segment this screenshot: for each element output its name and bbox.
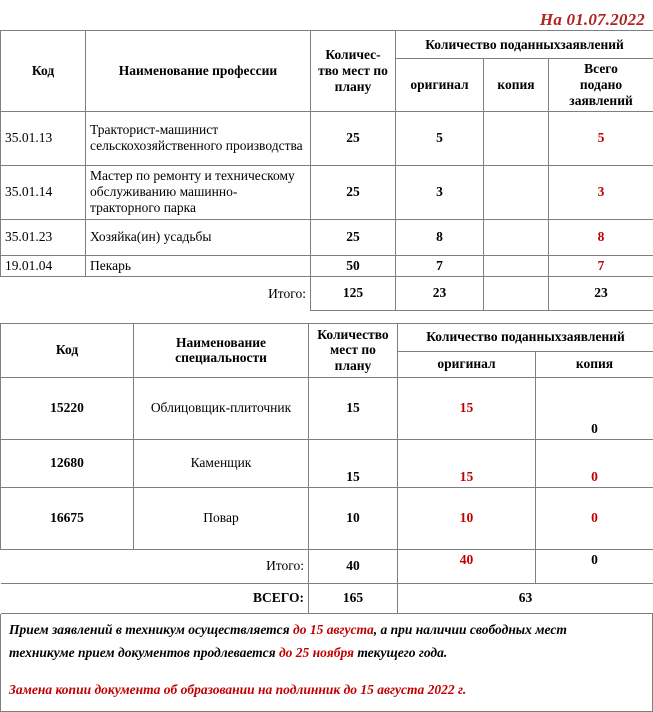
header-places-plan (309, 323, 398, 377)
total-all: 23 (549, 276, 653, 310)
footer-line-2 (9, 643, 644, 664)
professions-table-head (1, 31, 653, 112)
row-copy (484, 219, 549, 255)
header-places-plan-line3: плану (335, 79, 372, 94)
row-name: Облицовщик-плиточник (134, 377, 309, 439)
footer-replacement-note: Замена копии документа об образовании на подлинник до 15 августа 2022 г. (9, 680, 644, 701)
header-places-plan (311, 31, 396, 112)
header-copy: копия (536, 351, 653, 377)
header-original: оригинал (398, 351, 536, 377)
footer-line2-part1: техникуме прием документов продлевается (9, 645, 279, 660)
row-copy (484, 165, 549, 219)
table-separator (0, 311, 653, 323)
row-original: 10 (398, 487, 536, 549)
header-places-plan-line1: Количес- (325, 47, 380, 62)
row-name: Каменщик (134, 439, 309, 487)
row-places: 25 (311, 111, 396, 165)
header-places-plan-line2: тво мест по (318, 63, 388, 78)
row-name: Повар (134, 487, 309, 549)
total-copy: 0 (536, 549, 653, 583)
specialties-header-row-main (1, 323, 653, 351)
total-label: Итого: (1, 549, 309, 583)
grand-total-row (1, 583, 653, 613)
row-original: 15 (398, 377, 536, 439)
header-places-plan-line3: плану (335, 358, 372, 373)
row-copy (484, 255, 549, 276)
table-row (1, 219, 653, 255)
total-original: 23 (396, 276, 484, 310)
header-code: Код (1, 31, 86, 112)
table-row (1, 377, 653, 439)
footer-line-1 (9, 620, 644, 641)
row-total: 3 (549, 165, 653, 219)
header-places-plan-line2: мест по (330, 342, 376, 357)
row-places: 15 (309, 439, 398, 487)
row-places: 25 (311, 165, 396, 219)
row-code: 16675 (1, 487, 134, 549)
row-code: 12680 (1, 439, 134, 487)
professions-header-row-main (1, 31, 653, 59)
grand-total-label: ВСЕГО: (1, 583, 309, 613)
row-code: 35.01.14 (1, 165, 86, 219)
header-total-submitted-line1: Всего (584, 61, 618, 76)
report-date-header (0, 0, 653, 30)
total-copy (484, 276, 549, 310)
header-total-submitted (549, 59, 653, 112)
row-code: 35.01.23 (1, 219, 86, 255)
header-profession-name: Наименование профессии (86, 31, 311, 112)
row-total: 8 (549, 219, 653, 255)
table-row (1, 487, 653, 549)
header-specialty-name (134, 323, 309, 377)
professions-table (0, 30, 653, 311)
footer-line2-deadline: до 25 ноября (279, 645, 354, 660)
header-copy: копия (484, 59, 549, 112)
specialties-table-body (1, 377, 653, 613)
total-original: 40 (398, 549, 536, 583)
footer-line1-part1: Прием заявлений в техникум осуществляется (9, 622, 293, 637)
report-date-label: На 01.07.2022 (540, 11, 645, 30)
table-row (1, 111, 653, 165)
row-copy: 0 (536, 487, 653, 549)
specialties-table-head (1, 323, 653, 377)
specialties-total-row (1, 549, 653, 583)
row-code: 35.01.13 (1, 111, 86, 165)
row-copy: 0 (536, 439, 653, 487)
total-places: 125 (311, 276, 396, 310)
footer-notes (0, 614, 653, 712)
professions-total-row (1, 276, 653, 310)
row-code: 19.01.04 (1, 255, 86, 276)
grand-total-applications: 63 (398, 583, 653, 613)
row-code: 15220 (1, 377, 134, 439)
row-places: 50 (311, 255, 396, 276)
row-name: Хозяйка(ин) усадьбы (86, 219, 311, 255)
total-label: Итого: (1, 276, 311, 310)
row-copy (484, 111, 549, 165)
header-original: оригинал (396, 59, 484, 112)
header-specialty-name-line1: Наименование (176, 335, 266, 350)
table-row (1, 255, 653, 276)
grand-total-places: 165 (309, 583, 398, 613)
row-places: 15 (309, 377, 398, 439)
footer-line1-part2: , а при наличии свободных мест (374, 622, 567, 637)
row-name: Тракторист-машинист сельскохозяйственного производства (86, 111, 311, 165)
header-total-submitted-line2: подано (580, 77, 622, 92)
row-original: 5 (396, 111, 484, 165)
row-places: 10 (309, 487, 398, 549)
header-specialty-name-line2: специальности (175, 350, 267, 365)
table-row (1, 439, 653, 487)
header-code: Код (1, 323, 134, 377)
total-places: 40 (309, 549, 398, 583)
row-original: 8 (396, 219, 484, 255)
row-name: Мастер по ремонту и техническому обслуживанию машинно-тракторного парка (86, 165, 311, 219)
header-applications-group: Количество поданныхзаявлений (396, 31, 653, 59)
row-original: 7 (396, 255, 484, 276)
row-copy: 0 (536, 377, 653, 439)
footer-line1-deadline: до 15 августа (293, 622, 374, 637)
header-places-plan-line1: Количество (317, 327, 388, 342)
row-original: 15 (398, 439, 536, 487)
row-total: 7 (549, 255, 653, 276)
row-name: Пекарь (86, 255, 311, 276)
table-row (1, 165, 653, 219)
row-places: 25 (311, 219, 396, 255)
row-original: 3 (396, 165, 484, 219)
header-total-submitted-line3: заявлений (569, 93, 633, 108)
professions-table-body (1, 111, 653, 310)
header-applications-group: Количество поданныхзаявлений (398, 323, 653, 351)
row-total: 5 (549, 111, 653, 165)
specialties-table (0, 323, 653, 614)
footer-line2-part2: текущего года. (354, 645, 447, 660)
